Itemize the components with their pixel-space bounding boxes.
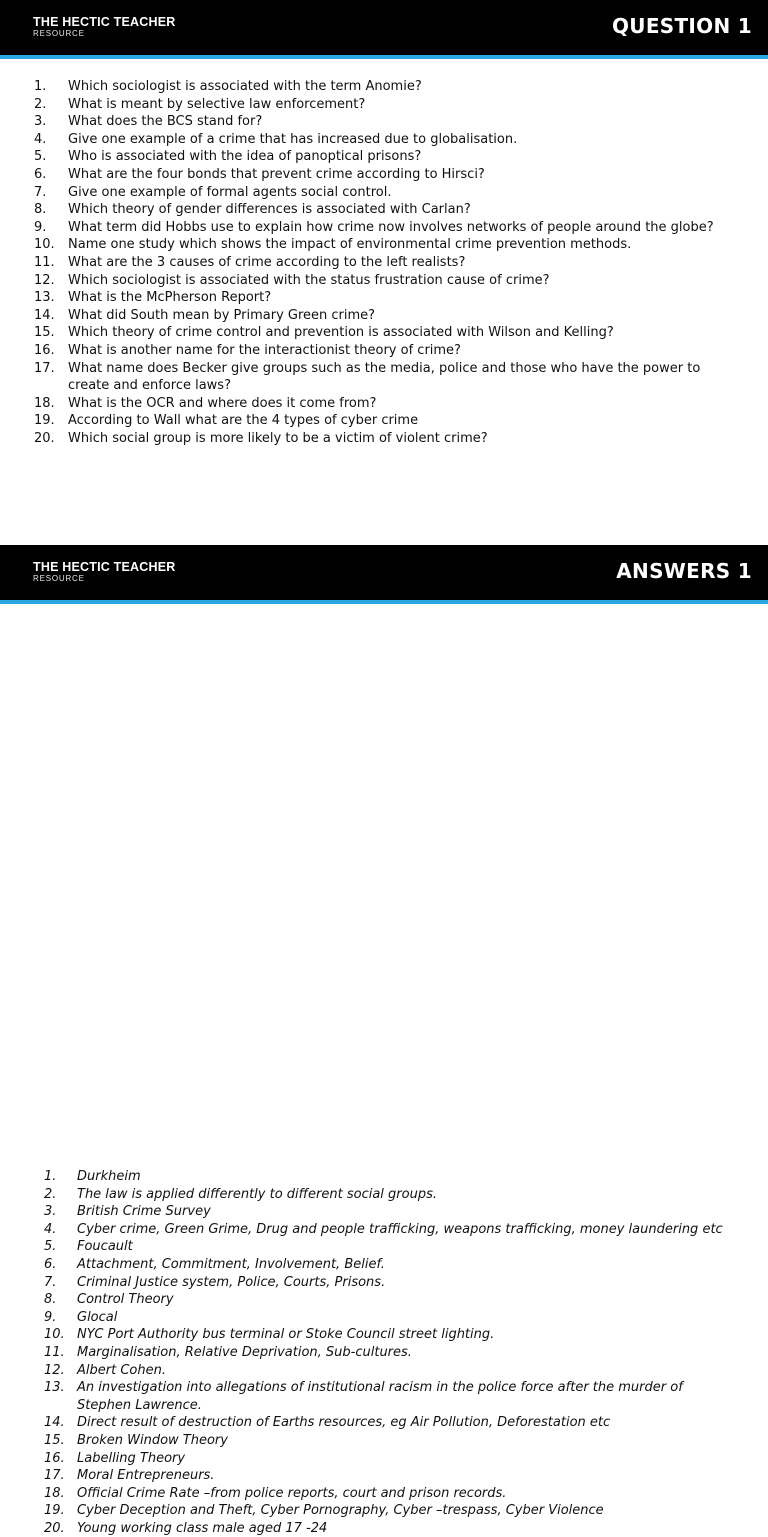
question-item: [34, 131, 724, 149]
answer-item-number: 18.: [44, 1485, 65, 1501]
answer-item-text: Official Crime Rate –from police reports, court and prison records.: [77, 1485, 507, 1501]
question-item: [34, 254, 724, 272]
slide-header: [0, 545, 768, 600]
answer-item: [44, 1309, 724, 1327]
answer-item: [44, 1502, 724, 1520]
answer-item-text: Cyber Deception and Theft, Cyber Pornography, Cyber –trespass, Cyber Violence: [77, 1503, 604, 1519]
answer-item: [44, 1256, 724, 1274]
question-item-text: Which sociologist is associated with the term Anomie?: [68, 79, 422, 94]
answer-item-number: 15.: [44, 1432, 65, 1448]
answer-item-number: 10.: [44, 1327, 65, 1343]
answer-item-number: 6.: [44, 1256, 57, 1272]
question-item-number: 18.: [34, 395, 55, 411]
answer-item: [44, 1186, 724, 1204]
brand-logo: [33, 16, 176, 39]
question-item: [34, 78, 724, 96]
answer-item-number: 5.: [44, 1239, 57, 1255]
question-item-text: What is another name for the interactionist theory of crime?: [68, 342, 461, 358]
answer-list: [44, 1168, 724, 1537]
question-item: [34, 96, 724, 114]
question-item-number: 15.: [34, 325, 55, 341]
answer-item-number: 13.: [44, 1380, 65, 1396]
answer-item-number: 14.: [44, 1415, 65, 1431]
question-item-number: 10.: [34, 237, 55, 253]
question-item-text: What did South mean by Primary Green crime?: [68, 307, 376, 323]
question-item-number: 12.: [34, 272, 55, 288]
answer-item: [44, 1203, 724, 1221]
answer-slide: [0, 545, 768, 1536]
question-item-number: 11.: [34, 254, 55, 270]
question-item-text: Name one study which shows the impact of environmental crime prevention methods.: [68, 237, 632, 253]
answer-item-number: 2.: [44, 1186, 57, 1202]
header-accent-bar: [0, 600, 768, 604]
answer-item-text: British Crime Survey: [77, 1204, 211, 1220]
answer-item-number: 1.: [44, 1169, 57, 1184]
question-list: [34, 78, 724, 447]
question-item: [34, 113, 724, 131]
answer-item-number: 9.: [44, 1309, 57, 1325]
answer-item-text: Albert Cohen.: [77, 1362, 166, 1378]
answer-item-text: Attachment, Commitment, Involvement, Belief.: [77, 1256, 385, 1272]
question-item: [34, 289, 724, 307]
answer-item-number: 19.: [44, 1503, 65, 1519]
question-item-text: Give one example of a crime that has increased due to globalisation.: [68, 131, 518, 147]
question-item-number: 8.: [34, 202, 47, 218]
question-item: [34, 219, 724, 237]
question-item-text: According to Wall what are the 4 types of cyber crime: [68, 413, 419, 429]
question-item: [34, 430, 724, 448]
answer-item-text: Broken Window Theory: [77, 1432, 228, 1448]
answer-item-number: 8.: [44, 1292, 57, 1308]
question-item: [34, 184, 724, 202]
question-item-number: 14.: [34, 307, 55, 323]
answer-item-text: Criminal Justice system, Police, Courts, Prisons.: [77, 1274, 386, 1290]
question-item-text: Which sociologist is associated with the status frustration cause of crime?: [68, 272, 550, 288]
answer-item-number: 12.: [44, 1362, 65, 1378]
slide-header: [0, 0, 768, 55]
question-item: [34, 342, 724, 360]
question-item-text: What is the OCR and where does it come from?: [68, 395, 377, 411]
answer-item: [44, 1520, 724, 1537]
question-item-number: 1.: [34, 79, 47, 94]
brand-logo: [33, 561, 176, 584]
question-item-text: What name does Becker give groups such as the media, police and those who have the power to create and enforce laws?: [68, 360, 701, 394]
answer-item: [44, 1274, 724, 1292]
header-accent-bar: [0, 55, 768, 59]
question-item: [34, 360, 724, 395]
answer-item-text: An investigation into allegations of institutional racism in the police force after the murder of Stephen Lawrence.: [77, 1380, 683, 1413]
slide-title: QUESTION 1: [611, 14, 752, 38]
answer-item: [44, 1291, 724, 1309]
question-item-number: 5.: [34, 149, 47, 165]
answer-item-number: 17.: [44, 1468, 65, 1484]
question-item-number: 9.: [34, 219, 47, 235]
answer-item: [44, 1362, 724, 1380]
slide-title: ANSWERS 1: [616, 559, 752, 583]
answer-item-text: Moral Entrepreneurs.: [77, 1468, 215, 1484]
question-item: [34, 324, 724, 342]
question-item: [34, 166, 724, 184]
answer-item-text: Labelling Theory: [77, 1450, 186, 1466]
answer-item-text: Marginalisation, Relative Deprivation, Sub-cultures.: [77, 1344, 412, 1360]
question-item-text: Which social group is more likely to be a victim of violent crime?: [68, 430, 488, 446]
answer-item-text: Direct result of destruction of Earths resources, eg Air Pollution, Deforestation etc: [77, 1415, 611, 1431]
question-item-text: Which theory of crime control and prevention is associated with Wilson and Kelling?: [68, 325, 614, 341]
answer-item: [44, 1221, 724, 1239]
answer-item-text: NYC Port Authority bus terminal or Stoke Council street lighting.: [77, 1327, 495, 1343]
question-slide: [0, 0, 768, 520]
question-item-number: 17.: [34, 360, 55, 376]
answer-item: [44, 1467, 724, 1485]
answer-item: [44, 1450, 724, 1468]
brand-subtitle: RESOURCE: [33, 574, 85, 583]
answer-item: [44, 1168, 724, 1186]
answer-item-text: Cyber crime, Green Grime, Drug and people trafficking, weapons trafficking, money laundering etc: [77, 1221, 723, 1237]
question-item-text: What are the four bonds that prevent crime according to Hirsci?: [68, 166, 485, 182]
answer-item: [44, 1485, 724, 1503]
question-item: [34, 201, 724, 219]
question-item: [34, 236, 724, 254]
brand-name: THE HECTIC TEACHER: [33, 560, 176, 574]
answer-item: [44, 1344, 724, 1362]
answer-item-number: 16.: [44, 1450, 65, 1466]
answer-item-text: Glocal: [77, 1309, 118, 1325]
question-item-number: 19.: [34, 413, 55, 429]
answer-item-number: 3.: [44, 1204, 57, 1220]
question-item-text: What does the BCS stand for?: [68, 114, 263, 130]
answer-item-text: Control Theory: [77, 1292, 174, 1308]
question-item: [34, 307, 724, 325]
brand-subtitle: RESOURCE: [33, 29, 85, 38]
question-item-number: 20.: [34, 430, 55, 446]
answer-item: [44, 1379, 724, 1414]
question-item-number: 16.: [34, 342, 55, 358]
question-item: [34, 272, 724, 290]
question-item-number: 3.: [34, 114, 47, 130]
question-item-text: Give one example of formal agents social control.: [68, 184, 392, 200]
question-item-text: Who is associated with the idea of panoptical prisons?: [68, 149, 422, 165]
question-item-text: What is meant by selective law enforcement?: [68, 96, 366, 112]
answer-item-text: Foucault: [77, 1239, 133, 1255]
question-item-text: What term did Hobbs use to explain how crime now involves networks of people around the globe?: [68, 219, 714, 235]
question-item-number: 13.: [34, 290, 55, 306]
question-item-text: What are the 3 causes of crime according to the left realists?: [68, 254, 466, 270]
question-item-number: 7.: [34, 184, 47, 200]
question-item-number: 2.: [34, 96, 47, 112]
answer-item-text: Durkheim: [77, 1169, 141, 1184]
answer-item-text: The law is applied differently to different social groups.: [77, 1186, 437, 1202]
question-item-number: 6.: [34, 166, 47, 182]
answer-item: [44, 1432, 724, 1450]
brand-name: THE HECTIC TEACHER: [33, 15, 176, 29]
question-item-number: 4.: [34, 131, 47, 147]
answer-item-text: Young working class male aged 17 -24: [77, 1520, 328, 1536]
question-item: [34, 412, 724, 430]
question-item: [34, 395, 724, 413]
answer-item-number: 4.: [44, 1221, 57, 1237]
answer-item-number: 11.: [44, 1344, 65, 1360]
answer-item-number: 7.: [44, 1274, 57, 1290]
answer-item: [44, 1238, 724, 1256]
question-item: [34, 148, 724, 166]
question-item-text: Which theory of gender differences is associated with Carlan?: [68, 202, 471, 218]
answer-item: [44, 1326, 724, 1344]
question-item-text: What is the McPherson Report?: [68, 290, 272, 306]
answer-item-number: 20.: [44, 1520, 65, 1536]
answer-item: [44, 1414, 724, 1432]
